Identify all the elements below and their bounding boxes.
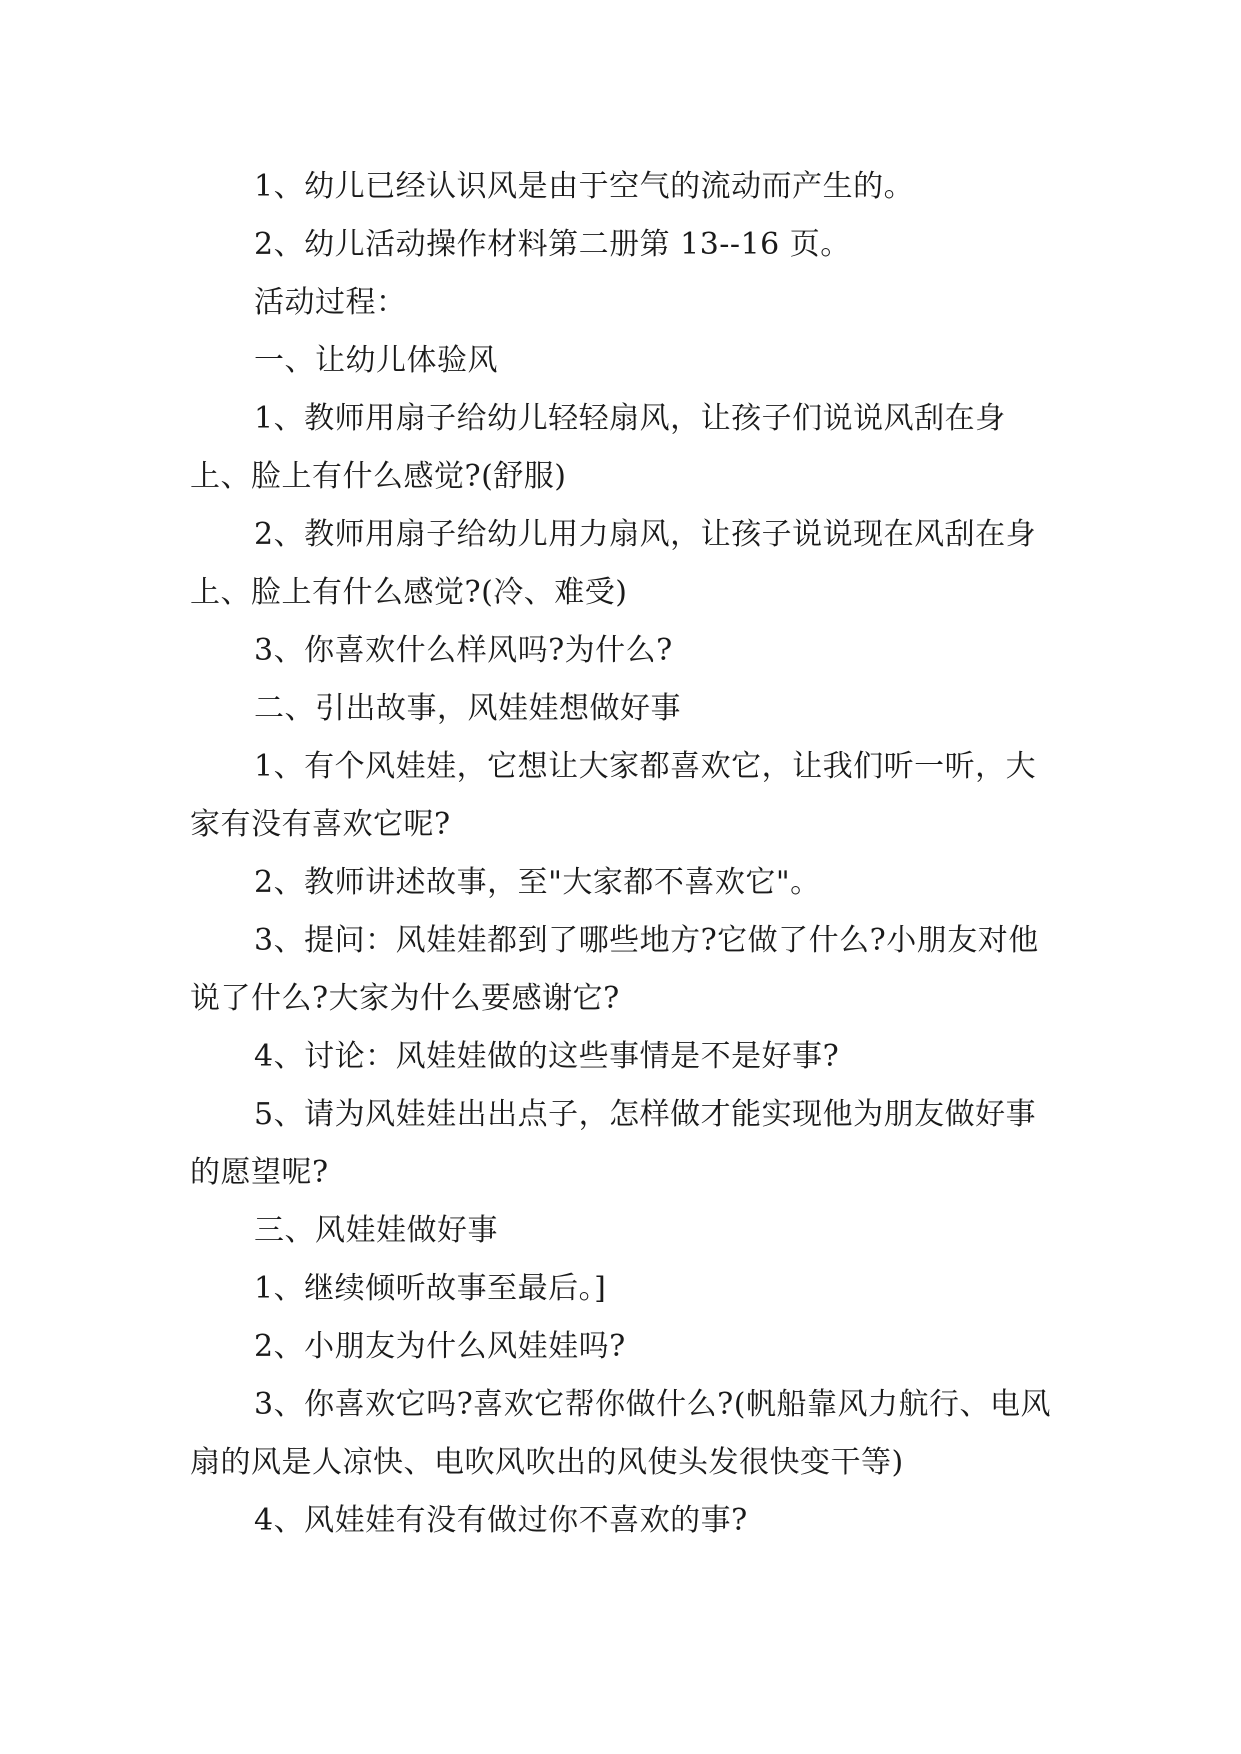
paragraph-prep-2: 2、幼儿活动操作材料第二册第 13--16 页。 <box>254 227 851 262</box>
paragraph-three-3: 3、你喜欢它吗?喜欢它帮你做什么?(帆船靠风力航行、电风扇的风是人凉快、电吹风吹出的风使头发很快变干等) <box>190 1387 1051 1480</box>
paragraph-two-3: 3、提问：风娃娃都到了哪些地方?它做了什么?小朋友对他说了什么?大家为什么要感谢它? <box>190 923 1039 1016</box>
paragraph-two-4: 4、讨论：风娃娃做的这些事情是不是好事? <box>254 1039 840 1074</box>
paragraph-three-4: 4、风娃娃有没有做过你不喜欢的事? <box>254 1503 748 1538</box>
paragraph-prep-1: 1、幼儿已经认识风是由于空气的流动而产生的。 <box>254 169 915 204</box>
paragraph-two-2: 2、教师讲述故事，至"大家都不喜欢它"。 <box>254 865 821 900</box>
document-body <box>190 158 1056 1550</box>
section-heading-one: 一、让幼儿体验风 <box>254 343 498 378</box>
paragraph-two-1: 1、有个风娃娃，它想让大家都喜欢它，让我们听一听，大家有没有喜欢它呢? <box>190 749 1037 842</box>
paragraph-three-1: 1、继续倾听故事至最后。] <box>254 1271 607 1306</box>
section-heading-two: 二、引出故事，风娃娃想做好事 <box>254 691 681 726</box>
paragraph-three-2: 2、小朋友为什么风娃娃吗? <box>254 1329 626 1364</box>
paragraph-one-1: 1、教师用扇子给幼儿轻轻扇风，让孩子们说说风刮在身上、脸上有什么感觉?(舒服) <box>190 401 1006 494</box>
paragraph-two-5: 5、请为风娃娃出出点子，怎样做才能实现他为朋友做好事的愿望呢? <box>190 1097 1037 1190</box>
paragraph-one-3: 3、你喜欢什么样风吗?为什么? <box>254 633 673 668</box>
paragraph-one-2: 2、教师用扇子给幼儿用力扇风，让孩子说说现在风刮在身上、脸上有什么感觉?(冷、难受) <box>190 517 1037 610</box>
section-heading-process: 活动过程： <box>254 285 407 320</box>
section-heading-three: 三、风娃娃做好事 <box>254 1213 498 1248</box>
